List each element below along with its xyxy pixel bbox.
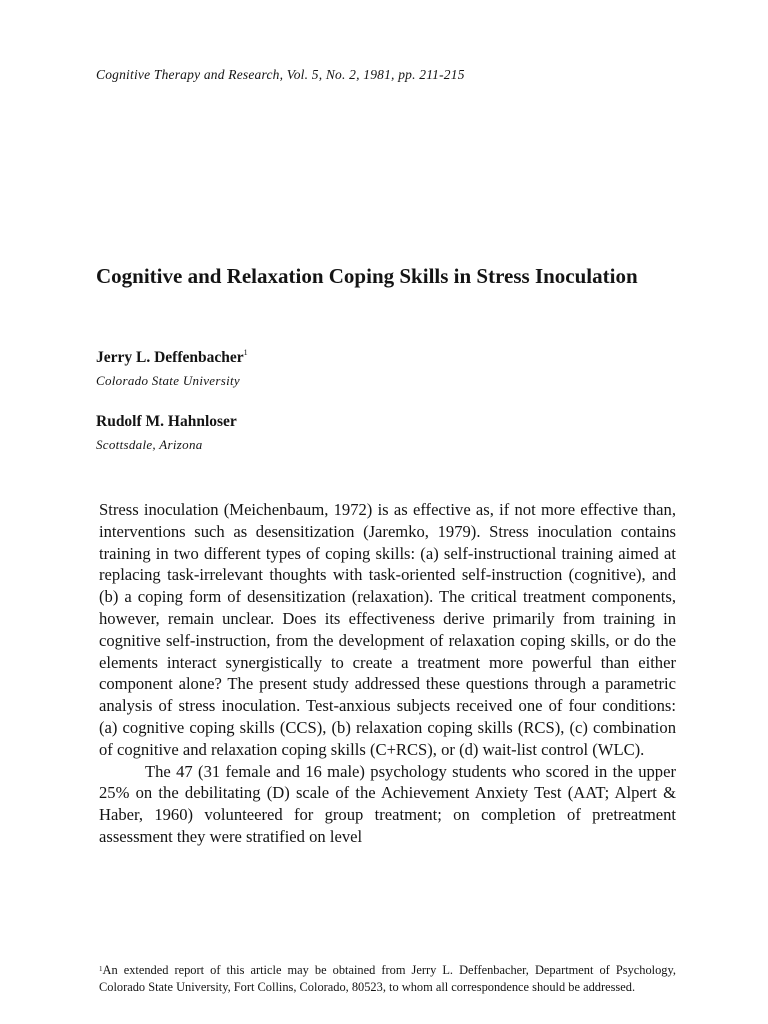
body-text bbox=[99, 499, 676, 848]
paper-title: Cognitive and Relaxation Coping Skills in Stress Inoculation bbox=[96, 264, 638, 288]
footnote-marker: 1 bbox=[99, 965, 103, 973]
author-name-text: Rudolf M. Hahnloser bbox=[96, 413, 237, 430]
author-name bbox=[96, 349, 248, 367]
author-name bbox=[96, 413, 237, 431]
footnote bbox=[99, 962, 676, 995]
author-affiliation: Colorado State University bbox=[96, 373, 240, 388]
paragraph: Stress inoculation (Meichenbaum, 1972) is as effective as, if not more effective than, interventions such as desensitization (Jaremko, 1979). Stress inoculation contains training in two different types of coping skills: (a) self-instructional training aimed at replacing task-irrelevant thoughts with task-oriented self-instruction (cognitive), and (b) a coping form of desensitization (relaxation). The critical treatment components, however, remain unclear. Does its effectiveness derive primarily from training in cognitive self-instruction, from the development of relaxation coping skills, or do the elements interact synergistically to create a treatment more powerful than either component alone? The present study addressed these questions through a parametric analysis of stress inoculation. Test-anxious subjects received one of four conditions: (a) cognitive coping skills (CCS), (b) relaxation coping skills (RCS), (c) combination of cognitive and relaxation coping skills (C+RCS), or (d) wait-list control (WLC). bbox=[99, 500, 676, 759]
footnote-text: An extended report of this article may be obtained from Jerry L. Deffenbacher, Department of Psychology, Colorado State University, Fort Collins, Colorado, 80523, to whom all correspondence should be addressed. bbox=[99, 963, 676, 994]
author-affiliation: Scottsdale, Arizona bbox=[96, 437, 203, 452]
author-name-text: Jerry L. Deffenbacher bbox=[96, 349, 244, 366]
footnote-marker: 1 bbox=[243, 348, 248, 357]
journal-header: Cognitive Therapy and Research, Vol. 5, No. 2, 1981, pp. 211-215 bbox=[96, 67, 465, 82]
paragraph: The 47 (31 female and 16 male) psychology students who scored in the upper 25% on the debilitating (D) scale of the Achievement Anxiety Test (AAT; Alpert & Haber, 1960) volunteered for group treatment; on completion of pretreatment assessment they were stratified on level bbox=[99, 761, 676, 846]
